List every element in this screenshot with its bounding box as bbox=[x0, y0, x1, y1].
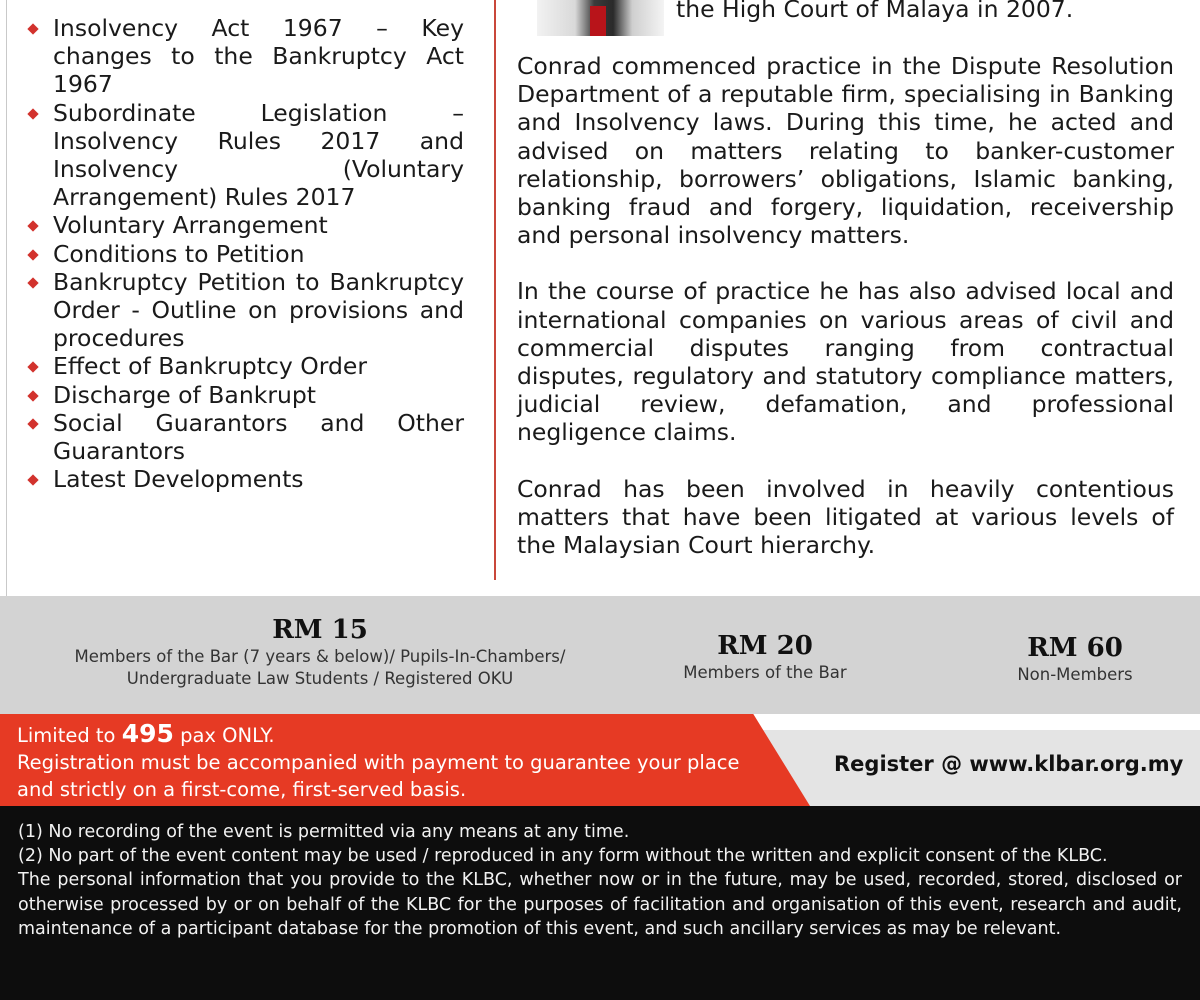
price-description: Members of the Bar (7 years & below)/ Pupils-In-Chambers/ bbox=[74, 647, 566, 666]
disclaimer-line: (1) No recording of the event is permitted via any means at any time. bbox=[18, 822, 630, 842]
topic-item: Subordinate Legislation – Insolvency Rules 2017 and Insolvency (Voluntary Arrangement) Rules 2017 bbox=[26, 99, 464, 212]
speaker-bio bbox=[517, 52, 1174, 587]
footer-disclaimer bbox=[0, 806, 1200, 1000]
bio-paragraph: Conrad has been involved in heavily contentious matters that have been litigated at various levels of the Malaysian Court hierarchy. bbox=[517, 474, 1174, 560]
topic-item: Voluntary Arrangement bbox=[26, 211, 464, 239]
price-tier-3 bbox=[970, 632, 1180, 686]
limit-prefix: Limited to bbox=[17, 724, 122, 747]
register-link[interactable]: Register @ www.klbar.org.my bbox=[834, 752, 1184, 776]
price-tier-1 bbox=[20, 614, 620, 690]
limit-number: 495 bbox=[121, 719, 174, 748]
disclaimer-line: (2) No part of the event content may be used / reproduced in any form without the written and explicit consent of the KLBC. bbox=[18, 846, 1108, 867]
column-divider bbox=[494, 0, 496, 580]
limit-suffix: pax ONLY. bbox=[173, 724, 275, 747]
registration-note: Registration must be accompanied with payment to guarantee your place and strictly on a first-come, first-served basis. bbox=[17, 751, 740, 801]
price-amount: RM 20 bbox=[717, 631, 813, 661]
bio-paragraph: Conrad commenced practice in the Dispute Resolution Department of a reputable firm, specialising in Banking and Insolvency laws. During this time, he acted and advised on matters relating to banker-customer relationship, borrowers’ obligations, Islamic banking, banking fraud and forgery, liquidation, receivership and personal insolvency matters. bbox=[517, 52, 1174, 250]
pricing-band bbox=[0, 596, 1200, 714]
topic-item: Insolvency Act 1967 – Key changes to the Bankruptcy Act 1967 bbox=[26, 14, 464, 99]
price-amount: RM 60 bbox=[1027, 633, 1123, 663]
price-description: Members of the Bar bbox=[683, 663, 847, 682]
topic-item: Conditions to Petition bbox=[26, 240, 464, 268]
speaker-bio-fragment: the High Court of Malaya in 2007. bbox=[676, 0, 1074, 23]
price-description: Non-Members bbox=[1017, 665, 1133, 684]
topic-item: Latest Developments bbox=[26, 465, 464, 493]
price-amount: RM 15 bbox=[272, 615, 368, 645]
left-border bbox=[6, 0, 7, 596]
topic-item: Social Guarantors and Other Guarantors bbox=[26, 409, 464, 465]
price-description: Undergraduate Law Students / Registered OKU bbox=[126, 669, 514, 688]
bio-paragraph: In the course of practice he has also advised local and international companies on various areas of civil and commercial disputes ranging from contractual disputes, regulatory and statutory compliance matters, judicial review, defamation, and professional negligence claims. bbox=[517, 277, 1174, 447]
topic-item: Bankruptcy Petition to Bankruptcy Order - Outline on provisions and procedures bbox=[26, 268, 464, 353]
topic-list bbox=[26, 14, 464, 493]
topic-item: Discharge of Bankrupt bbox=[26, 381, 464, 409]
price-tier-2 bbox=[660, 630, 870, 684]
attendance-limit bbox=[17, 720, 777, 749]
registration-notice bbox=[17, 720, 777, 803]
privacy-notice: The personal information that you provide to the KLBC, whether now or in the future, may be used, recorded, stored, disclosed or otherwise processed by or on behalf of the KLBC for the purposes of facilitation and organisation of this event, research and audit, maintenance of a participant database for the promotion of this event, and such ancillary services as may be relevant. bbox=[18, 870, 1182, 939]
speaker-photo-tie bbox=[590, 6, 606, 36]
topic-item: Effect of Bankruptcy Order bbox=[26, 352, 464, 380]
